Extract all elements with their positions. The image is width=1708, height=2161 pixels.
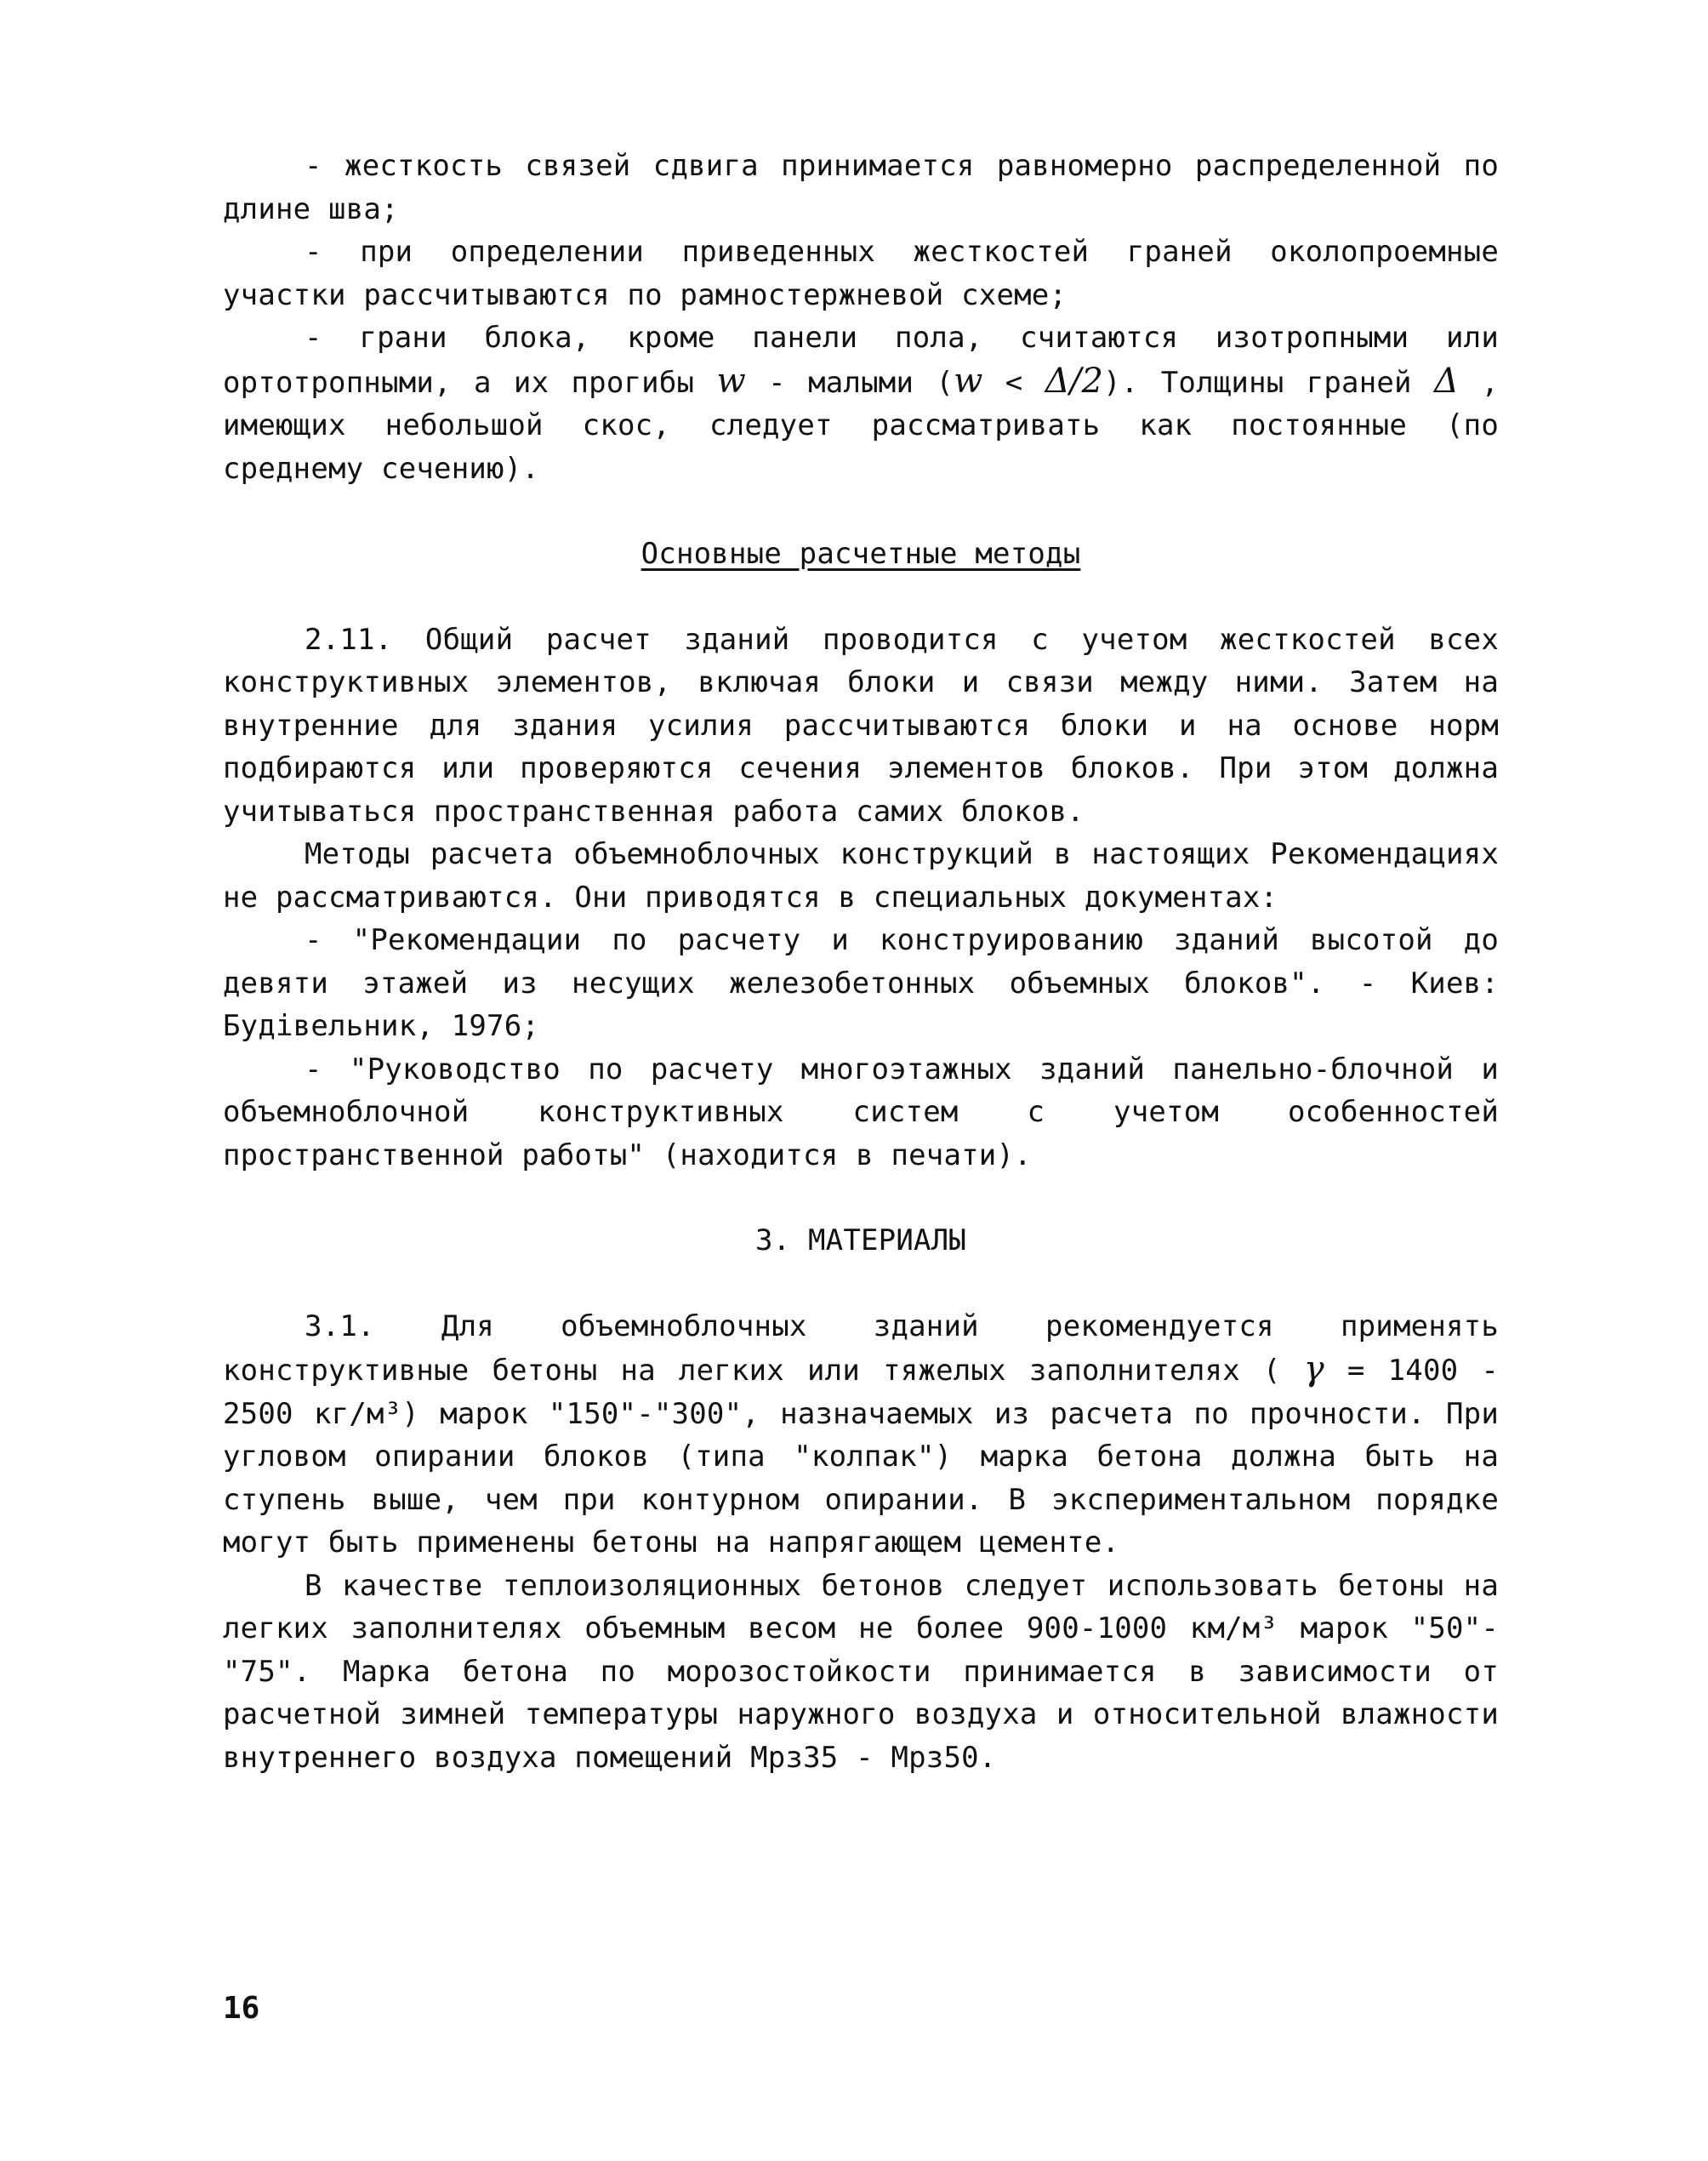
delta-half-fraction: Δ/2 — [1045, 361, 1104, 401]
bullet-faces-text-2: - малыми ( — [768, 365, 954, 400]
doc-reference-2: - "Руководство по расчету многоэтажных зданий панельно-блочной и объемноблочной конструктивных систем с учетом особенностей пространственной работы" (находится в печати). — [223, 1052, 1499, 1172]
paragraph-insulation: В качестве теплоизоляционных бетонов следует использовать бетоны на легких заполнителях объемным весом не более 900-1000 км/м³ марок "50"-"75". Марка бетона по морозостойкости принимается в зависимости от расчетной зимней температуры наружного воздуха и относительной влажности внутреннего воздуха помещений Мрз35 - Мрз50. — [223, 1568, 1499, 1775]
bullet-block-faces — [223, 316, 1499, 490]
less-than-sign: < — [1005, 365, 1023, 400]
paragraph-2-11: 2.11. Общий расчет зданий проводится с учетом жесткостей всех конструктивных элементов, включая блоки и связи между ними. Затем на внутренние для здания усилия рассчитываются блоки и на основе норм подбираются или проверяются сечения элементов блоков. При этом должна учитываться пространственная работа самих блоков. — [223, 622, 1499, 829]
paragraph-3-1 — [223, 1305, 1499, 1565]
paragraph-3-1-text-2: = 1400 - 2500 кг/м³) марок "150"-"300", назначаемых из расчета по прочности. При угловом опирании блоков (типа "колпак") марка бетона должна быть на ступень выше, чем при контурном опирании. В экспериментальном порядке могут быть применены бетоны на напрягающем цементе. — [223, 1354, 1500, 1559]
paragraph-methods: Методы расчета объемноблочных конструкций в настоящих Рекомендациях не рассматриваются. Они приводятся в специальных документах: — [223, 837, 1499, 915]
gamma-symbol: γ — [1303, 1349, 1324, 1388]
bullet-reduced-stiffness: - при определении приведенных жесткостей граней околопроемные участки рассчитываются по рамностержневой схеме; — [223, 235, 1499, 312]
section-heading-materials: 3. МАТЕРИАЛЫ — [754, 1223, 967, 1257]
bullet-faces-text-3: ). Толщины граней — [1103, 365, 1412, 400]
bullet-faces-text-1: - грани блока, кроме панели пола, считаются изотропными или ортотропными, а их прогибы — [223, 321, 1499, 400]
page-number: 16 — [223, 1991, 260, 2026]
paragraph-3-1-text-1: 3.1. Для объемноблочных зданий рекомендуется применять конструктивные бетоны на легких или тяжелых заполнителях ( — [223, 1309, 1499, 1388]
thickness-delta-symbol: Δ — [1433, 361, 1460, 401]
document-page — [223, 145, 1499, 1779]
bullet-faces-text-4: , имеющих небольшой скос, следует рассматривать как постоянные (по среднему сечению). — [223, 365, 1500, 486]
deflection-symbol: w — [716, 361, 746, 401]
deflection-symbol-2: w — [954, 361, 983, 401]
doc-reference-1: - "Рекомендации по расчету и конструированию зданий высотой до девяти этажей из несущих железобетонных объемных блоков". - Киев: Будiвельник, 1976; — [223, 923, 1499, 1043]
section-heading-methods: Основные расчетные методы — [640, 537, 1081, 571]
bullet-shear-stiffness: - жесткость связей сдвига принимается равномерно распределенной по длине шва; — [223, 149, 1499, 226]
